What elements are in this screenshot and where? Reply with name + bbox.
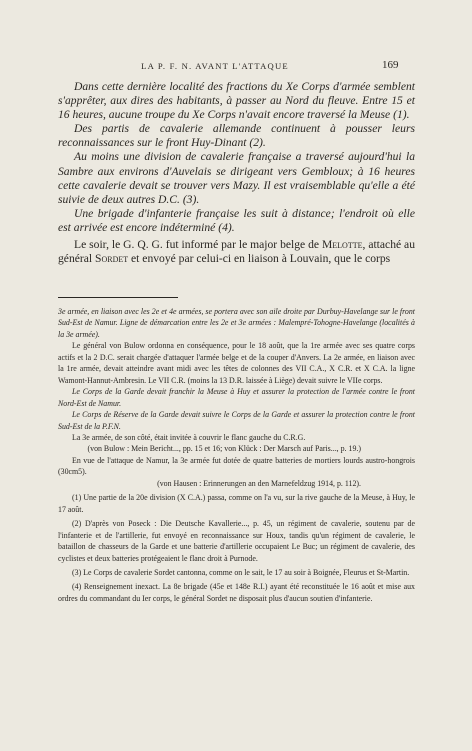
main-text (58, 80, 415, 266)
footnote-2: (2) D'après von Poseck : Die Deutsche Kavallerie..., p. 45, un régiment de cavalerie, soutenu par de l'infanterie et de l'artillerie, fut envoyé en reconnaissance sur Houx, tandis qu'un régiment de cavalerie, le bataillon de chasseurs de la Garde et une batterie d'artillerie occupaient Le Buc; un régiment de cavalerie, des cyclistes et deux batteries protégeaient le flanc droit à Purnode. (58, 519, 415, 563)
paragraph-5-part-b: , attaché au général (58, 238, 415, 266)
note-garde: Le Corps de la Garde devait franchir la Meuse à Huy et assurer la protection de l'armée contre le front Nord-Est de Namur. (58, 387, 415, 408)
name-melotte: Melotte (321, 238, 363, 252)
note-reserve-garde: Le Corps de Réserve de la Garde devait suivre le Corps de la Garde et assurer la protection contre le front Sud-Est de la P.F.N. (58, 410, 415, 431)
paragraph-5 (58, 238, 415, 266)
note-bulow-orders: Le général von Bulow ordonna en conséquence, pour le 18 août, que la 1re armée avec ses quatre corps actifs et la 2 D.C. serait chargée d'attaquer l'armée belge et de la couper d'Anvers. La 2e armée, en liaison avec la 1re armée, devait atteindre avant midi avec les têtes de colonnes des VII C.A., X C.R. et X C.A. la ligne Wamont-Hannut-Ambresin. Le VII C.R. (moins la 13 D.R. laissée à Liège) devait suivre le VIIe corps. (58, 341, 415, 385)
footnote-rule (58, 297, 178, 298)
footnote-1: (1) Une partie de la 20e division (X C.A.) passa, comme on l'a vu, sur la rive gauche de la Meuse, à Huy, le 17 août. (58, 493, 415, 514)
footnote-3: (3) Le Corps de cavalerie Sordet cantonna, comme on le sait, le 17 au soir à Boignée, Fleurus et St-Martin. (72, 567, 410, 577)
note-citation-hausen: (von Hausen : Erinnerungen an den Marnefeldzug 1914, p. 112). (157, 478, 361, 488)
footnotes (58, 306, 415, 604)
page-number: 169 (382, 59, 399, 71)
paragraph-5-part-c: et envoyé par celui-ci en liaison à Louvain, que le corps (128, 252, 391, 266)
paragraph-2: Des partis de cavalerie allemande continuent à pousser leurs reconnaissances sur le front Huy-Dinant (2). (58, 122, 415, 150)
paragraph-3: Au moins une division de cavalerie française a traversé aujourd'hui la Sambre aux environs d'Auvelais se dirigeant vers Gembloux; à 16 heures cette cavalerie devait se trouver vers Mazy. Il est vraisemblable qu'elle a été suivie de deux autres D.C. (3). (58, 150, 415, 206)
footnote-4: (4) Renseignement inexact. La 8e brigade (45e et 148e R.I.) ayant été reconstituée le 16 août et mise aux ordres du commandant du Ier corps, le général Sordet ne disposait plus d'aucun soutien d'infanterie. (58, 582, 415, 603)
paragraph-4: Une brigade d'infanterie française les suit à distance; l'endroit où elle est arrivée est encore indéterminé (4). (58, 206, 415, 234)
running-title: LA P. F. N. AVANT L'ATTAQUE (141, 61, 289, 71)
paragraph-5-part-a: Le soir, le G. Q. G. fut informé par le major belge de (74, 238, 322, 252)
note-mortars: En vue de l'attaque de Namur, la 3e armée fut dotée de quatre batteries de mortiers lourds austro-hongrois (30cm5). (58, 455, 415, 477)
paragraph-1: Dans cette dernière localité des fractions du Xe Corps d'armée semblent s'apprêter, aux dires des habitants, à passer au Nord du fleuve. Entre 15 et 16 heures, aucune troupe du Xe Corps n'avait encore traversé la Meuse (1). (58, 80, 415, 122)
note-continuation: 3e armée, en liaison avec les 2e et 4e armées, se portera avec son aile droite par Durbuy-Havelange sur le front Sud-Est de Namur. Ligne de démarcation entre les 2e et 3e armées : Malempré-Tohogne-Havelange (localités à la 3e armée). (58, 307, 415, 339)
note-citation-bulow: (von Bulow : Mein Bericht..., pp. 15 et 16; von Klück : Der Marsch auf Paris..., p. 19.) (87, 444, 361, 454)
name-sordet: Sordet (95, 252, 129, 266)
page-header (0, 61, 472, 75)
note-third-army: La 3e armée, de son côté, était invitée à couvrir le flanc gauche du C.R.G. (72, 432, 306, 442)
